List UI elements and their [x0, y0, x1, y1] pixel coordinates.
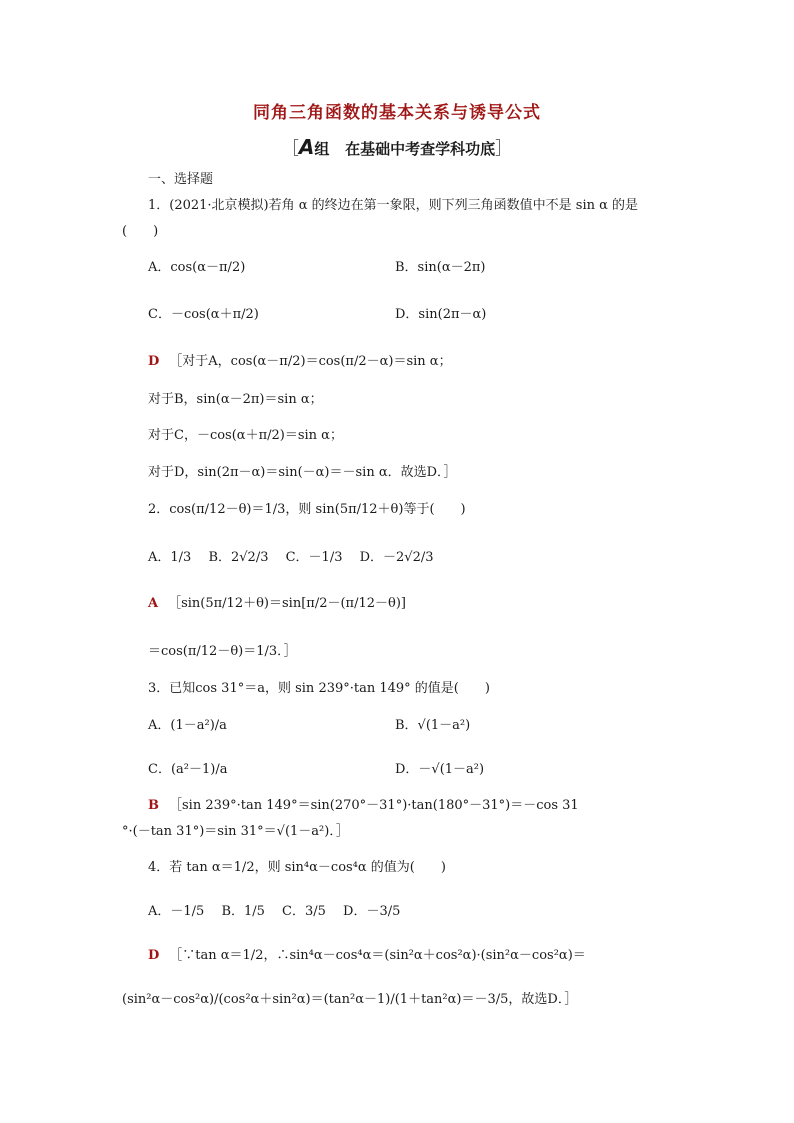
- question-3-option-c: C．(a²－1)/a: [148, 762, 228, 777]
- group-description: 在基础中考查学科功底: [345, 140, 496, 158]
- group-heading: [0, 134, 794, 159]
- answer-3-line-1: [148, 796, 579, 816]
- question-4-stem: 4．若 tan α＝1/2，则 sin⁴α－cos⁴α 的值为( ): [148, 860, 446, 875]
- question-3-option-b: B．√(1－a²): [395, 718, 471, 733]
- answer-2-line-1: [148, 594, 406, 614]
- question-1-option-d: D．sin(2π－α): [395, 307, 487, 322]
- group-word: 组: [314, 140, 330, 158]
- question-1-option-b: B．sin(α－2π): [395, 260, 486, 275]
- answer-2-text-1: ［sin(5π/12＋θ)＝sin[π/2－(π/12－θ)]: [168, 596, 406, 611]
- question-1-blank: ( ): [122, 224, 159, 239]
- answer-2-line-2: ＝cos(π/12－θ)＝1/3．］: [148, 644, 297, 659]
- question-3-option-a: A．(1－a²)/a: [148, 718, 227, 733]
- bracket-close: ］: [495, 139, 513, 159]
- question-3-option-d: D．－√(1－a²): [395, 762, 485, 777]
- answer-4-line-1: [148, 946, 586, 966]
- question-1-option-a: A．cos(α－π/2): [148, 260, 246, 275]
- answer-1-key: D: [148, 354, 160, 369]
- answer-4-key: D: [148, 948, 160, 963]
- question-4-options: A．－1/5 B．1/5 C．3/5 D．－3/5: [148, 904, 401, 919]
- bracket-open: ［: [281, 139, 299, 159]
- answer-4-text-1: ［∵tan α＝1/2，∴sin⁴α－cos⁴α＝(sin²α＋cos²α)·(sin²α－cos²α)＝: [169, 948, 586, 963]
- answer-3-text-1: ［sin 239°·tan 149°＝sin(270°－31°)·tan(180°－31°)＝－cos 31: [169, 798, 579, 813]
- answer-3-key: B: [148, 798, 159, 813]
- question-2-options: A．1/3 B．2√2/3 C．－1/3 D．－2√2/3: [148, 550, 434, 565]
- page-title: 同角三角函数的基本关系与诱导公式: [253, 103, 541, 123]
- answer-4-line-2: (sin²α－cos²α)/(cos²α＋sin²α)＝(tan²α－1)/(1＋tan²α)＝－3/5，故选D．］: [122, 992, 578, 1007]
- section-heading: 一、选择题: [148, 172, 214, 187]
- answer-1-text-1: ［对于A，cos(α－π/2)＝cos(π/2－α)＝sin α；: [169, 354, 452, 369]
- question-3-stem: 3．已知cos 31°＝a，则 sin 239°·tan 149° 的值是( ): [148, 681, 490, 696]
- answer-1-line-4: 对于D，sin(2π－α)＝sin(－α)＝－sin α．故选D．］: [148, 465, 457, 480]
- answer-1-line-2: 对于B，sin(α－2π)＝sin α；: [148, 392, 323, 407]
- answer-1-line-1: [148, 352, 452, 372]
- group-letter: A: [298, 135, 315, 159]
- answer-3-line-2: °·(－tan 31°)＝sin 31°＝√(1－a²)．］: [122, 824, 349, 839]
- answer-1-line-3: 对于C，－cos(α＋π/2)＝sin α；: [148, 428, 343, 443]
- question-1-stem: 1．(2021·北京模拟)若角 α 的终边在第一象限，则下列三角函数值中不是 sin α 的是: [148, 198, 639, 213]
- question-2-stem: 2．cos(π/12－θ)＝1/3，则 sin(5π/12＋θ)等于( ): [148, 502, 466, 517]
- question-1-option-c: C．－cos(α＋π/2): [148, 307, 259, 322]
- answer-2-key: A: [148, 596, 159, 611]
